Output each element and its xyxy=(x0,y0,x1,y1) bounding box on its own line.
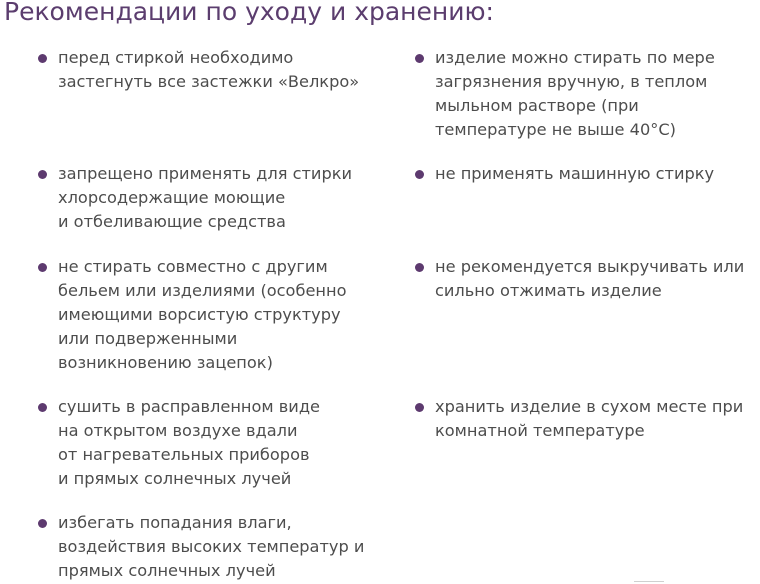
care-item-text: не рекомендуется выкручивать или сильно отжимать изделие xyxy=(435,257,745,300)
bullet-icon xyxy=(415,170,424,179)
care-item-avoid-moisture xyxy=(38,511,364,583)
corner-divider xyxy=(634,581,664,582)
care-item-text: не стирать совместно с другим бельем или изделиями (особенно имеющими ворсистую структуру или подверженными возникновению зацепок) xyxy=(58,257,347,372)
care-item-storage xyxy=(415,395,743,443)
care-item-hand-wash xyxy=(415,46,715,142)
care-item-drying xyxy=(38,395,320,491)
care-item-velcro xyxy=(38,46,359,94)
bullet-icon xyxy=(38,263,47,272)
care-item-text: хранить изделие в сухом месте при комнатной температуре xyxy=(435,397,744,440)
care-item-text: не применять машинную стирку xyxy=(435,164,715,183)
care-item-no-bleach xyxy=(38,162,352,234)
care-item-no-wringing xyxy=(415,255,744,303)
care-item-separate-wash xyxy=(38,255,346,375)
bullet-icon xyxy=(415,54,424,63)
bullet-icon xyxy=(38,403,47,412)
care-item-text: изделие можно стирать по мере загрязнения вручную, в теплом мыльном растворе (при температуре не выше 40°С) xyxy=(435,48,715,139)
page-title: Рекомендации по уходу и хранению: xyxy=(4,0,494,26)
care-item-text: перед стиркой необходимо застегнуть все застежки «Велкро» xyxy=(58,48,360,91)
care-item-text: сушить в расправленном виде на открытом воздухе вдали от нагревательных приборов и прямых солнечных лучей xyxy=(58,397,320,488)
care-item-text: запрещено применять для стирки хлорсодержащие моющие и отбеливающие средства xyxy=(58,164,353,231)
bullet-icon xyxy=(415,403,424,412)
care-item-text: избегать попадания влаги, воздействия высоких температур и прямых солнечных лучей xyxy=(58,513,365,580)
bullet-icon xyxy=(38,170,47,179)
bullet-icon xyxy=(38,519,47,528)
bullet-icon xyxy=(38,54,47,63)
care-item-no-machine-wash xyxy=(415,162,714,186)
bullet-icon xyxy=(415,263,424,272)
